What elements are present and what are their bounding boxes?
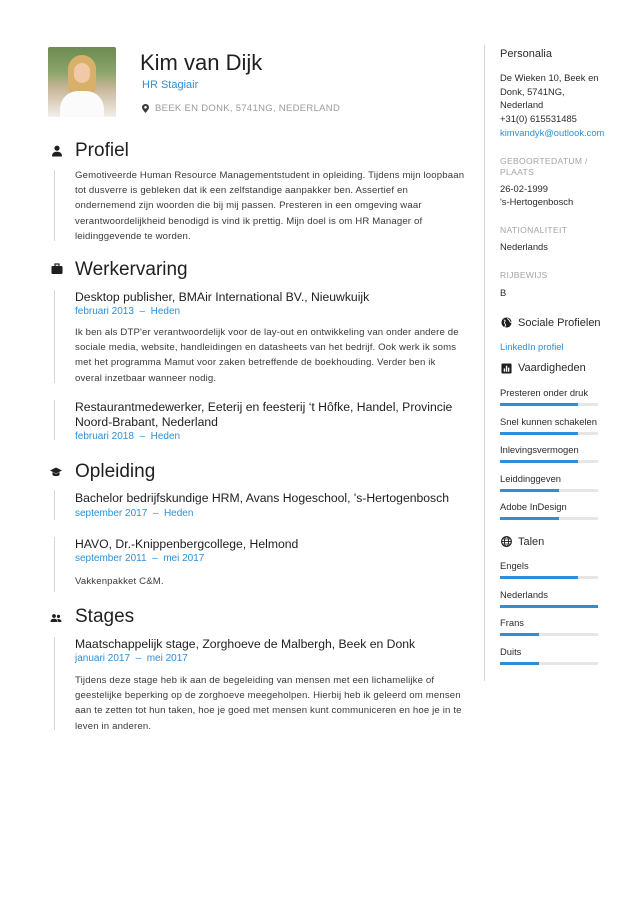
work-entry-date: februari 2013 – Heden [75, 306, 181, 317]
level-fill [500, 489, 559, 492]
linkedin-link[interactable]: LinkedIn profiel [500, 341, 564, 352]
work-entry-title: Restaurantmedewerker, Eeterij en feesterij ‘t Hôfke, Handel, Provincie Noord-Brabant, Nederland [75, 400, 453, 429]
skill-level-bar [500, 432, 598, 435]
skill-level-bar [500, 517, 598, 520]
level-fill [500, 605, 598, 608]
work-entry-title: Desktop publisher, BMAir International BV., Nieuwkuijk [75, 290, 370, 304]
education-entry-title: Bachelor bedrijfskundige HRM, Avans Hogeschool, 's-Hertogenbosch [75, 491, 450, 505]
location-text: BEEK EN DONK, 5741NG, NEDERLAND [155, 103, 341, 114]
person-icon [51, 145, 63, 157]
location [142, 103, 340, 114]
education-entry-date: september 2017 – Heden [75, 508, 194, 519]
language-level-bar [500, 605, 598, 608]
globe-icon [501, 317, 512, 328]
education-entry-title: HAVO, Dr.-Knippenbergcollege, Helmond [75, 537, 299, 551]
section-line [54, 400, 55, 440]
email-link[interactable]: kimvandyk@outlook.com [500, 127, 605, 138]
work-entry-date: februari 2018 – Heden [75, 431, 181, 442]
skill-label: Adobe InDesign [500, 501, 567, 512]
license: B [500, 287, 507, 298]
language-globe-icon [501, 536, 512, 547]
internship-entry-title: Maatschappelijk stage, Zorghoeve de Malbergh, Beek en Donk [75, 637, 416, 651]
language-level-bar [500, 576, 598, 579]
sidebar-title-skills: Vaardigheden [518, 362, 586, 374]
section-line [54, 490, 55, 520]
birth-date: 26-02-1999 [500, 183, 548, 194]
nationality-label: NATIONALITEIT [500, 225, 568, 235]
skill-label: Snel kunnen schakelen [500, 415, 597, 427]
level-fill [500, 517, 559, 520]
phone: +31(0) 615531485 [500, 113, 577, 124]
location-pin-icon [142, 104, 149, 113]
level-fill [500, 432, 578, 435]
sidebar-divider [484, 45, 485, 681]
license-label: RIJBEWIJS [500, 270, 548, 280]
level-fill [500, 662, 539, 665]
skill-label: Presteren onder druk [500, 387, 589, 398]
education-entry-date: september 2011 – mei 2017 [75, 553, 205, 564]
candidate-name: Kim van Dijk [140, 50, 263, 75]
level-fill [500, 460, 578, 463]
sidebar-title-personal: Personalia [500, 48, 552, 60]
language-label: Duits [500, 645, 522, 657]
birth-label: GEBOORTEDATUM / PLAATS [500, 156, 588, 177]
section-title-work: Werkervaring [75, 259, 188, 280]
level-fill [500, 633, 539, 636]
language-label: Frans [500, 617, 524, 628]
section-line [54, 637, 55, 730]
education-entry-text: Vakkenpakket C&M. [75, 576, 164, 587]
sidebar-title-languages: Talen [518, 536, 545, 548]
language-label: Engels [500, 560, 529, 571]
skill-label: Inlevingsvermogen [500, 444, 579, 455]
level-fill [500, 576, 578, 579]
skill-level-bar [500, 489, 598, 492]
profile-text: Gemotiveerde Human Resource Managementstudent in opleiding. Tijdens mijn loopbaan tot dusverre is gebleken dat ik een zelfstandige aanpakker ben. Assertief en ondernemend zijn woorden die bij mij passen. Presteren in een omgeving waar verantwoordelijkheid benodigd is vind ik prettig. Mijn doel is om HR Manager of leidinggevende te worden. [75, 170, 465, 242]
language-label: Nederlands [500, 588, 548, 600]
address: De Wieken 10, Beek en Donk, 5741NG, Nederland [500, 72, 599, 111]
sidebar-title-social: Sociale Profielen [518, 317, 601, 329]
section-title-internships: Stages [75, 606, 135, 627]
language-level-bar [500, 633, 598, 636]
skill-level-bar [500, 460, 598, 463]
bar-chart-icon [501, 363, 512, 374]
briefcase-icon [51, 263, 63, 275]
section-line [54, 537, 55, 592]
internship-entry-text: Tijdens deze stage heb ik aan de begeleiding van mensen met een lichamelijke of geestelijke beperking op de zorghoeve meegeholpen. Hierbij heb ik geleerd om mensen aan te zetten tot hun taken, hoe je goed met mensen kunt communiceren en hoe je in te leven in anderen. [75, 675, 462, 732]
section-title-education: Opleiding [75, 461, 156, 482]
graduation-cap-icon [50, 466, 62, 478]
section-line [54, 170, 55, 241]
section-title-profile: Profiel [75, 140, 129, 161]
section-line [54, 290, 55, 383]
candidate-role: HR Stagiair [142, 79, 199, 91]
language-level-bar [500, 662, 598, 665]
profile-photo [48, 47, 116, 117]
level-fill [500, 403, 578, 406]
nationality: Nederlands [500, 241, 548, 252]
birth-place: 's-Hertogenbosch [500, 196, 574, 207]
skill-level-bar [500, 403, 598, 406]
internship-entry-date: januari 2017 – mei 2017 [75, 653, 188, 664]
work-entry-text: Ik ben als DTP'er verantwoordelijk voor de lay-out en ontwikkeling van onder andere de sociale media, website, handleidingen en datasheets van het bedrijf. Ook werk ik soms met het programma Mamut voor zaken betreffende de boekhouding. Verder ben ik overal inzetbaar wanneer nodig. [75, 327, 459, 384]
skill-label: Leiddinggeven [500, 472, 561, 484]
people-icon [50, 612, 62, 624]
